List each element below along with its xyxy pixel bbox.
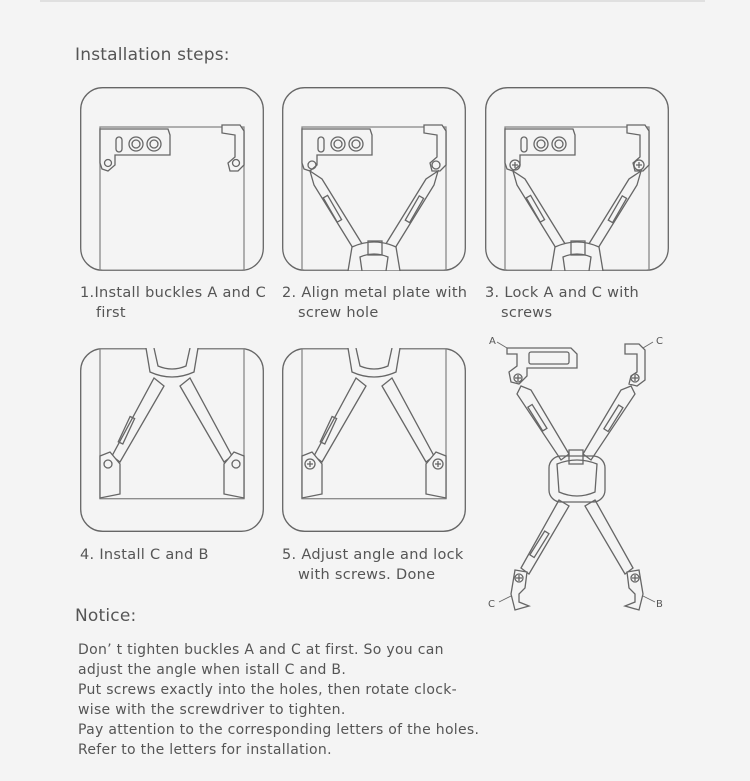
notice-line: Don’ t tighten buckles A and C at first. So you can xyxy=(78,642,444,658)
step-4-caption: 4. Install C and B xyxy=(80,547,209,563)
step-5-caption: 5. Adjust angle and lock with screws. Done xyxy=(282,547,464,583)
label-c-bottom: C xyxy=(488,599,495,610)
section-title: Installation steps: xyxy=(75,45,230,65)
label-a: A xyxy=(489,336,496,347)
notice-text xyxy=(78,640,498,760)
step-4-illustration xyxy=(80,348,264,532)
step-3-illustration xyxy=(485,87,669,271)
step-2-illustration xyxy=(282,87,466,271)
notice-line: Pay attention to the corresponding letters of the holes. xyxy=(78,722,480,738)
notice-line: Put screws exactly into the holes, then rotate clock- xyxy=(78,682,457,698)
notice-line: adjust the angle when istall C and B. xyxy=(78,662,347,678)
notice-line: wise with the screwdriver to tighten. xyxy=(78,702,346,718)
notice-heading: Notice: xyxy=(75,606,137,626)
step-3-caption: 3. Lock A and C with screws xyxy=(485,285,640,321)
label-c-top: C xyxy=(656,336,663,347)
step-2-caption: 2. Align metal plate with screw hole xyxy=(282,285,468,321)
notice-line: Refer to the letters for installation. xyxy=(78,742,332,758)
top-divider xyxy=(40,0,705,2)
label-b: B xyxy=(656,599,663,610)
mount-parts-diagram xyxy=(485,332,675,617)
step-1-caption: 1.Install buckles A and C first xyxy=(80,285,267,321)
step-5-illustration xyxy=(282,348,466,532)
step-1-illustration xyxy=(80,87,264,271)
